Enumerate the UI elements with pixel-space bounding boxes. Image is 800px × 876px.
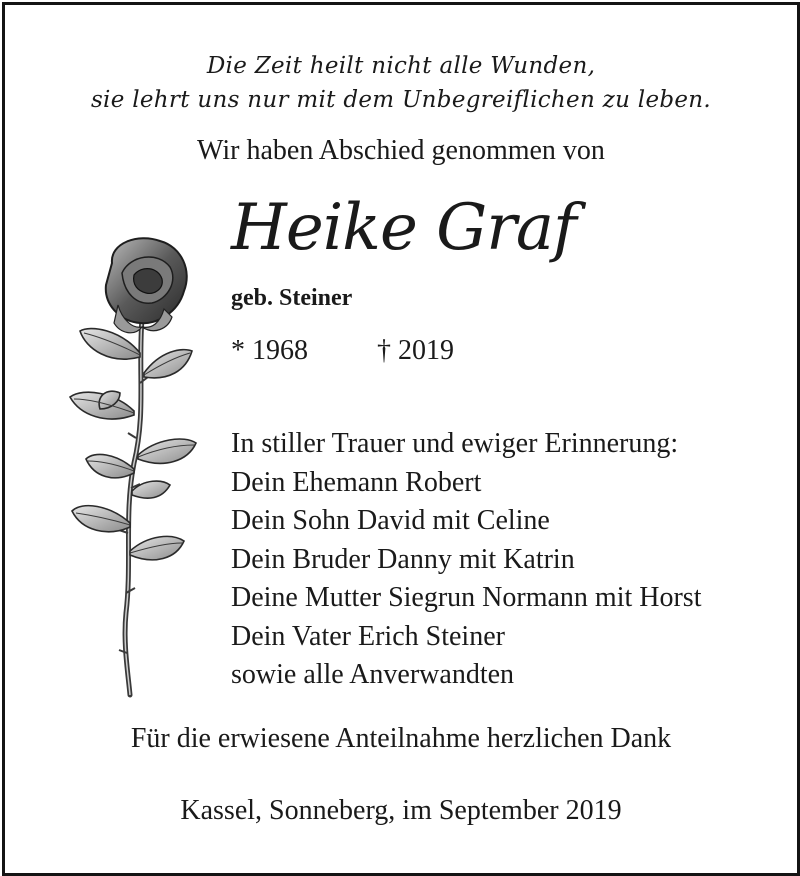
obituary-notice bbox=[2, 2, 800, 876]
intro-text: Wir haben Abschied genommen von bbox=[197, 135, 605, 166]
maiden-name: geb. Steiner bbox=[231, 285, 353, 311]
mourner-line: Dein Vater Erich Steiner bbox=[231, 620, 505, 652]
mourner-line: sowie alle Anverwandten bbox=[231, 659, 515, 690]
motto-line-1: Die Zeit heilt nicht alle Wunden, bbox=[206, 53, 596, 79]
mourners-list bbox=[231, 425, 701, 695]
mourner-line: Dein Sohn David mit Celine bbox=[231, 505, 550, 536]
mourner-line: Deine Mutter Siegrun Normann mit Horst bbox=[231, 582, 702, 613]
death-year: † 2019 bbox=[377, 335, 454, 366]
rose-illustration-icon bbox=[60, 233, 200, 703]
thanks-text: Für die erwiesene Anteilnahme herzlichen Dank bbox=[130, 723, 672, 754]
mourners-heading: In stiller Trauer und ewiger Erinnerung: bbox=[231, 428, 679, 459]
mourner-line: Dein Bruder Danny mit Katrin bbox=[231, 543, 575, 575]
mourner-line: Dein Ehemann Robert bbox=[231, 466, 482, 498]
place-date: Kassel, Sonneberg, im September 2019 bbox=[180, 795, 622, 826]
birth-year: * 1968 bbox=[231, 335, 308, 366]
deceased-name: Heike Graf bbox=[231, 191, 576, 265]
motto-line-2: sie lehrt uns nur mit dem Unbegreiflichen zu leben. bbox=[90, 87, 712, 113]
